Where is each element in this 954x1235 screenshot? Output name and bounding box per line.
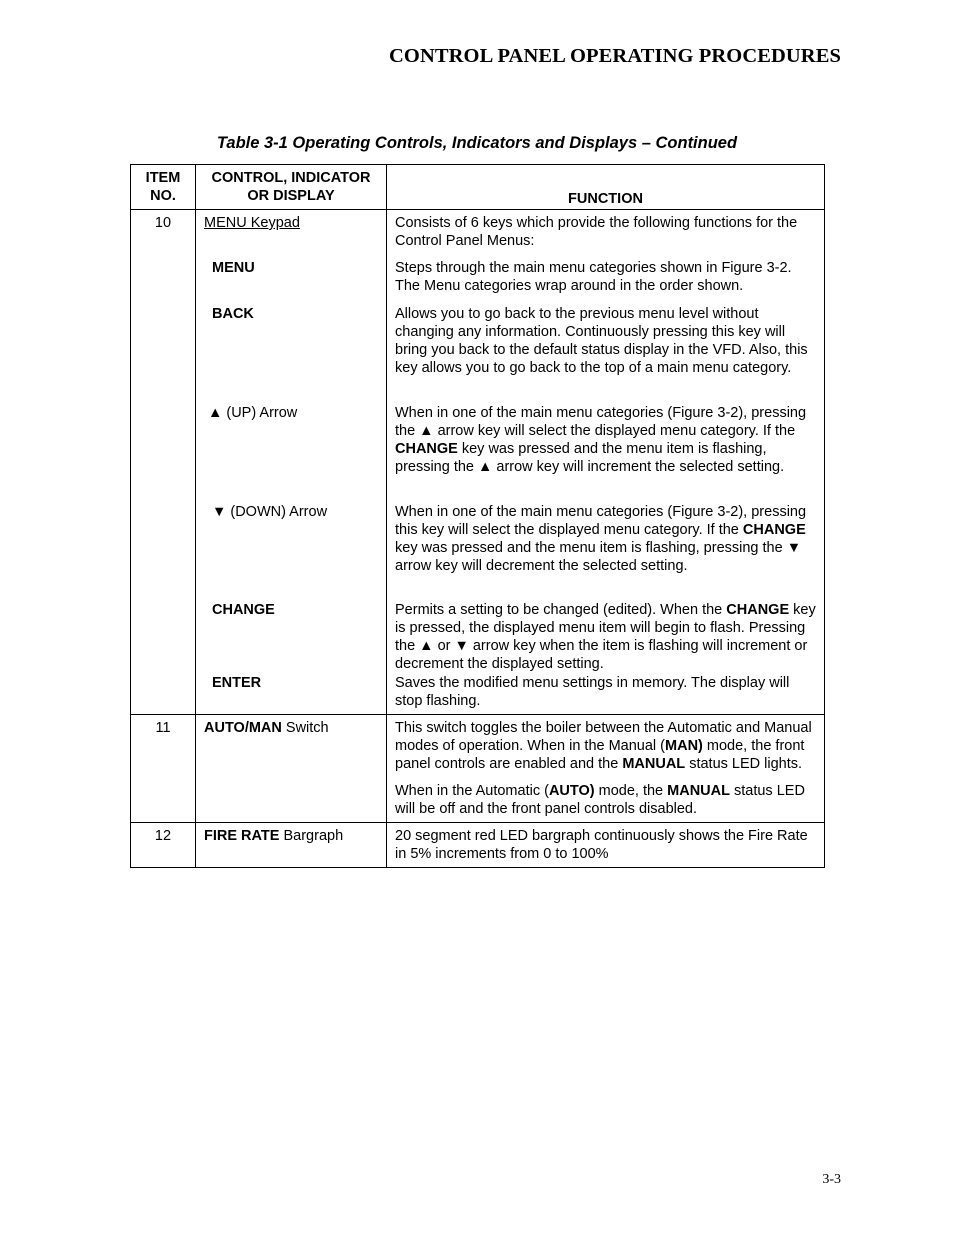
key-enter-label: ENTER: [212, 675, 262, 691]
header-item-no: [131, 165, 196, 210]
key-change-label: CHANGE: [212, 602, 275, 618]
page-number: 3-3: [822, 1172, 841, 1187]
menu-keypad-function: Consists of 6 keys which provide the following functions for the Control Panel Menus:: [395, 215, 798, 249]
table-header-row: [131, 165, 825, 210]
header-function: FUNCTION: [387, 165, 825, 210]
operating-controls-table: [130, 164, 825, 868]
table-row-11: [131, 715, 825, 823]
item-number-10: 10: [131, 210, 196, 715]
control-cell-10: [196, 210, 387, 715]
key-up-arrow-label: ▲ (UP) Arrow: [208, 405, 298, 421]
key-down-arrow-label: ▼ (DOWN) Arrow: [212, 504, 328, 520]
page-header-title: CONTROL PANEL OPERATING PROCEDURES: [389, 45, 841, 67]
function-cell-11: [387, 715, 825, 823]
table-caption: Table 3-1 Operating Controls, Indicators and Displays – Continued: [216, 134, 738, 152]
header-item-line2: NO.: [150, 188, 176, 204]
item-number-11: 11: [131, 715, 196, 823]
key-up-function: When in one of the main menu categories (Figure 3-2), pressing the ▲ arrow key will select the displayed menu category. If the CHANGE key was pressed and the menu item is flashing, pressing the ▲ arrow key will increment the selected setting.: [395, 405, 807, 475]
key-change-function: Permits a setting to be changed (edited). When the CHANGE key is pressed, the displayed menu item will begin to flash. Pressing the ▲ or ▼ arrow key when the item is flashing will increment or decrement the displayed setting.: [395, 602, 816, 672]
key-back-label: BACK: [212, 306, 254, 322]
item-number-12: 12: [131, 823, 196, 868]
key-back-function: Allows you to go back to the previous menu level without changing any information. Continuously pressing this key will bring you back to the default status display in the VFD. Also, this key allows you to go back to the top of a main menu category.: [395, 306, 808, 376]
control-cell-12: FIRE RATE Bargraph: [196, 823, 387, 868]
key-menu-label: MENU: [212, 260, 255, 276]
key-menu-function: Steps through the main menu categories shown in Figure 3-2. The Menu categories wrap around in the order shown.: [395, 260, 792, 294]
table-row-12: [131, 823, 825, 868]
header-control-line2: OR DISPLAY: [247, 188, 335, 204]
function-cell-12: 20 segment red LED bargraph continuously shows the Fire Rate in 5% increments from 0 to 100%: [387, 823, 825, 868]
auto-man-paragraph-1: This switch toggles the boiler between the Automatic and Manual modes of operation. When in the Manual (MAN) mode, the front panel controls are enabled and the MANUAL status LED lights.: [395, 720, 812, 772]
control-cell-11: AUTO/MAN Switch: [196, 715, 387, 823]
header-control-line1: CONTROL, INDICATOR: [211, 170, 371, 186]
table-row-10: [131, 210, 825, 715]
function-cell-10: [387, 210, 825, 715]
auto-man-paragraph-2: When in the Automatic (AUTO) mode, the MANUAL status LED will be off and the front panel controls disabled.: [395, 783, 805, 817]
key-down-function: When in one of the main menu categories (Figure 3-2), pressing this key will select the displayed menu category. If the CHANGE key was pressed and the menu item is flashing, pressing the ▼ arrow key will decrement the selected setting.: [395, 504, 807, 574]
header-control: [196, 165, 387, 210]
header-item-line1: ITEM: [145, 170, 181, 186]
menu-keypad-label: MENU Keypad: [204, 215, 300, 231]
key-enter-function: Saves the modified menu settings in memory. The display will stop flashing.: [395, 675, 790, 709]
